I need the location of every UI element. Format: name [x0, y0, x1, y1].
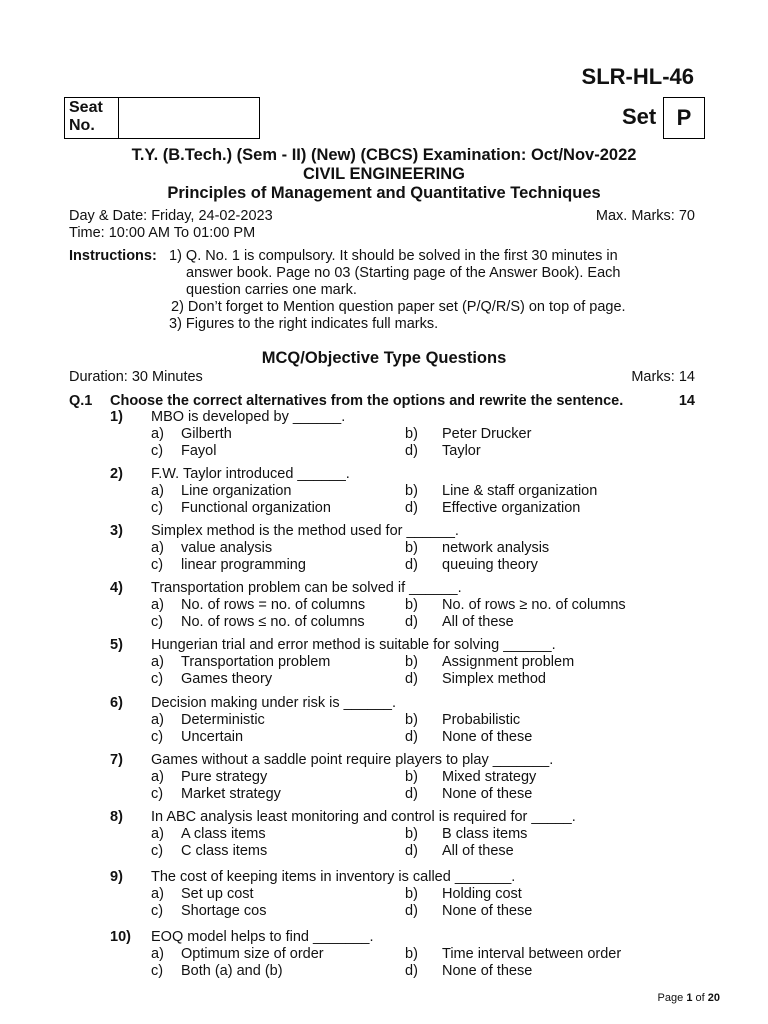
option-text: Assignment problem [442, 654, 575, 670]
option-letter: a) [151, 654, 164, 670]
question-text: EOQ model helps to find _______. [151, 929, 374, 945]
option-letter: b) [405, 712, 418, 728]
option-text: C class items [181, 843, 268, 859]
option-text: Simplex method [442, 671, 546, 687]
option-letter: d) [405, 963, 418, 979]
question-marks: 14 [678, 393, 695, 409]
option-text: Line & staff organization [442, 483, 598, 499]
option-text: Holding cost [442, 886, 522, 902]
question-text: Simplex method is the method used for ______. [151, 523, 459, 539]
option-text: Probabilistic [442, 712, 521, 728]
option-letter: c) [151, 903, 164, 919]
option-text: Optimum size of order [181, 946, 324, 962]
question-number: 1) [110, 409, 123, 425]
option-letter: a) [151, 826, 164, 842]
option-text: Effective organization [442, 500, 581, 516]
question-label: Q.1 [69, 393, 93, 409]
option-letter: c) [151, 729, 164, 745]
option-letter: b) [405, 597, 418, 613]
option-letter: c) [151, 843, 164, 859]
option-text: None of these [442, 963, 533, 979]
day-date: Day & Date: Friday, 24-02-2023 [69, 208, 273, 224]
seat-number-box [64, 97, 260, 139]
option-letter: c) [151, 443, 164, 459]
question-number: 2) [110, 466, 123, 482]
option-letter: a) [151, 769, 164, 785]
question-number: 6) [110, 695, 123, 711]
option-text: No. of rows = no. of columns [181, 597, 366, 613]
mcq-marks: Marks: 14 [631, 369, 695, 385]
question-text: Hungerian trial and error method is suitable for solving ______. [151, 637, 556, 653]
question-number: 8) [110, 809, 123, 825]
option-text: value analysis [181, 540, 273, 556]
seat-number-label: Seat No. [65, 98, 119, 138]
option-text: Fayol [181, 443, 217, 459]
option-text: All of these [442, 843, 514, 859]
question-number: 9) [110, 869, 123, 885]
page-total: 20 [707, 992, 720, 1004]
option-text: Uncertain [181, 729, 244, 745]
option-text: No. of rows ≥ no. of columns [442, 597, 626, 613]
page-footer [658, 992, 720, 1004]
question-text: The cost of keeping items in inventory is called _______. [151, 869, 516, 885]
exam-time: Time: 10:00 AM To 01:00 PM [69, 225, 256, 241]
option-text: Transportation problem [181, 654, 331, 670]
option-text: linear programming [181, 557, 306, 573]
option-letter: c) [151, 557, 164, 573]
option-text: Taylor [442, 443, 481, 459]
option-text: Set up cost [181, 886, 254, 902]
question-number: 4) [110, 580, 123, 596]
option-text: network analysis [442, 540, 550, 556]
question-number: 3) [110, 523, 123, 539]
option-letter: a) [151, 712, 164, 728]
option-letter: b) [405, 540, 418, 556]
exam-title: T.Y. (B.Tech.) (Sem - II) (New) (CBCS) Examination: Oct/Nov-2022 [131, 146, 637, 164]
option-text: Line organization [181, 483, 292, 499]
option-text: Market strategy [181, 786, 281, 802]
option-letter: d) [405, 614, 418, 630]
option-text: None of these [442, 786, 533, 802]
branch-title: CIVIL ENGINEERING [303, 165, 465, 183]
option-letter: d) [405, 671, 418, 687]
option-letter: a) [151, 946, 164, 962]
option-letter: d) [405, 843, 418, 859]
question-text: Decision making under risk is ______. [151, 695, 397, 711]
option-letter: a) [151, 540, 164, 556]
subject-title: Principles of Management and Quantitative Techniques [167, 184, 601, 202]
instruction-line: 1) Q. No. 1 is compulsory. It should be solved in the first 30 minutes in [169, 248, 618, 264]
instructions-label: Instructions: [69, 248, 157, 264]
option-letter: d) [405, 443, 418, 459]
option-letter: b) [405, 426, 418, 442]
max-marks: Max. Marks: 70 [595, 208, 695, 224]
option-letter: b) [405, 946, 418, 962]
seat-number-field [119, 98, 259, 138]
option-text: Mixed strategy [442, 769, 537, 785]
option-letter: d) [405, 557, 418, 573]
option-letter: d) [405, 500, 418, 516]
option-letter: c) [151, 786, 164, 802]
option-letter: c) [151, 671, 164, 687]
option-letter: a) [151, 426, 164, 442]
option-letter: b) [405, 826, 418, 842]
option-text: Peter Drucker [442, 426, 532, 442]
mcq-duration: Duration: 30 Minutes [69, 369, 203, 385]
set-value-box: P [663, 97, 705, 139]
option-text: Deterministic [181, 712, 265, 728]
paper-code: SLR-HL-46 [581, 64, 694, 89]
question-number: 7) [110, 752, 123, 768]
option-text: Gilberth [181, 426, 232, 442]
instruction-line: question carries one mark. [186, 282, 357, 298]
of-word: of [695, 992, 705, 1004]
question-number: 5) [110, 637, 123, 653]
page-word: Page [657, 992, 684, 1004]
instruction-line: answer book. Page no 03 (Starting page of the Answer Book). Each [186, 265, 621, 281]
option-text: None of these [442, 729, 533, 745]
option-letter: c) [151, 500, 164, 516]
option-text: Time interval between order [442, 946, 622, 962]
option-text: None of these [442, 903, 533, 919]
option-letter: a) [151, 483, 164, 499]
option-letter: b) [405, 886, 418, 902]
option-letter: a) [151, 597, 164, 613]
option-text: queuing theory [442, 557, 538, 573]
option-text: Games theory [181, 671, 273, 687]
option-text: A class items [181, 826, 266, 842]
option-letter: b) [405, 654, 418, 670]
option-text: B class items [442, 826, 528, 842]
option-text: Both (a) and (b) [181, 963, 283, 979]
instruction-line: 3) Figures to the right indicates full marks. [169, 316, 439, 332]
instruction-line: 2) Don’t forget to Mention question paper set (P/Q/R/S) on top of page. [171, 299, 626, 315]
option-letter: d) [405, 729, 418, 745]
question-text: Transportation problem can be solved if ______. [151, 580, 462, 596]
question-number: 10) [110, 929, 131, 945]
option-text: No. of rows ≤ no. of columns [181, 614, 365, 630]
option-letter: d) [405, 903, 418, 919]
option-text: Functional organization [181, 500, 331, 516]
option-text: Shortage cos [181, 903, 267, 919]
option-letter: d) [405, 786, 418, 802]
mcq-heading: MCQ/Objective Type Questions [261, 349, 507, 367]
question-text: MBO is developed by ______. [151, 409, 346, 425]
question-text: F.W. Taylor introduced ______. [151, 466, 350, 482]
set-label: Set [622, 104, 657, 129]
question-text: Games without a saddle point require players to play _______. [151, 752, 554, 768]
option-letter: c) [151, 963, 164, 979]
question-text: In ABC analysis least monitoring and control is required for _____. [151, 809, 576, 825]
option-letter: b) [405, 769, 418, 785]
option-text: All of these [442, 614, 514, 630]
option-letter: b) [405, 483, 418, 499]
option-letter: c) [151, 614, 164, 630]
page-current: 1 [686, 992, 693, 1004]
question-instruction: Choose the correct alternatives from the options and rewrite the sentence. [110, 393, 624, 409]
option-letter: a) [151, 886, 164, 902]
option-text: Pure strategy [181, 769, 268, 785]
